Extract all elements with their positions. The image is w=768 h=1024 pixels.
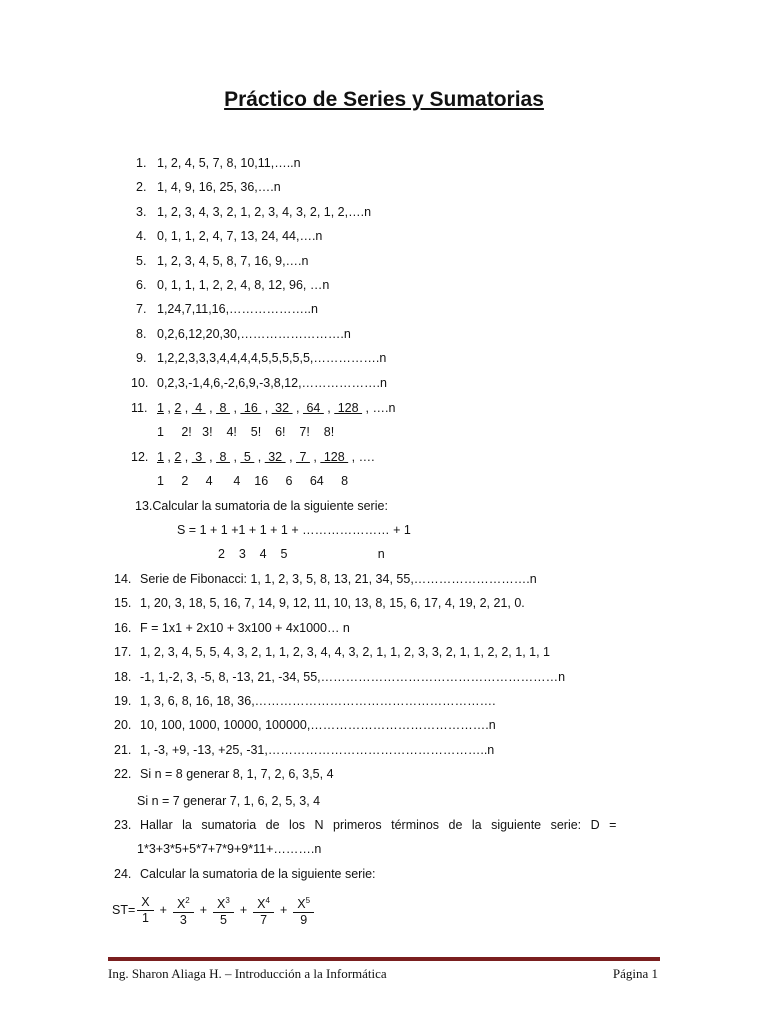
- numerator: $X^5$: [293, 893, 314, 913]
- item-text: F = 1x1 + 2x10 + 3x100 + 4x1000… n: [140, 620, 350, 635]
- denominator: 9: [300, 913, 308, 928]
- item-text: 1,24,7,11,16,………………..n: [157, 302, 318, 317]
- numerator: 3: [191, 450, 206, 464]
- item12-number: 12.: [131, 450, 149, 464]
- separator: ,: [261, 401, 272, 415]
- numerator: 4: [191, 401, 206, 415]
- item23-text: Hallar la sumatoria de los N primeros términos de la siguiente serie: D =: [140, 818, 617, 832]
- fraction: [137, 895, 153, 926]
- plus-sign: +: [279, 903, 288, 918]
- separator: ,: [163, 401, 175, 415]
- item11-denominators: 1 2! 3! 4! 5! 6! 7! 8!: [157, 425, 335, 439]
- item-number: 1.: [136, 156, 147, 170]
- numerator: $X^2$: [173, 893, 194, 913]
- item11-number: 11.: [131, 401, 148, 415]
- item-number: 2.: [136, 180, 147, 195]
- item11-series: [157, 400, 395, 416]
- denominator: 5: [219, 913, 227, 928]
- separator: ,: [309, 450, 321, 464]
- separator: ,: [229, 401, 241, 415]
- series-end: , ….n: [365, 401, 396, 415]
- numerator: 32: [271, 401, 293, 415]
- numerator: 16: [240, 401, 262, 415]
- item13-label: 13.Calcular la sumatoria de la siguiente serie:: [135, 499, 388, 513]
- item24-number: 24.: [114, 867, 132, 881]
- item-number: 3.: [136, 204, 147, 219]
- exponent: 2: [185, 896, 190, 905]
- item13-denominators: 2 3 4 5 n: [218, 547, 385, 561]
- numerator: 64: [302, 401, 324, 415]
- item-number: 16.: [114, 620, 132, 635]
- item-text: 1, 4, 9, 16, 25, 36,….n: [157, 180, 281, 195]
- separator: ,: [163, 450, 175, 464]
- series-end: , ….: [351, 450, 375, 464]
- item-text: 10, 100, 1000, 10000, 100000,…………………………………….n: [140, 718, 496, 733]
- item-text: 1, 3, 6, 8, 16, 18, 36,………………………………………………….: [140, 694, 496, 708]
- item22-second-line: Si n = 7 generar 7, 1, 6, 2, 5, 3, 4: [137, 794, 321, 808]
- item-text: 1, 20, 3, 18, 5, 16, 7, 14, 9, 12, 11, 10, 13, 8, 15, 6, 17, 4, 19, 2, 21, 0.: [140, 596, 525, 611]
- fraction: [173, 893, 194, 928]
- footer-page-number: Página 1: [612, 966, 658, 981]
- page-title: Práctico de Series y Sumatorias: [224, 88, 544, 111]
- fraction: [293, 893, 314, 928]
- item-number: 20.: [114, 718, 132, 733]
- separator: ,: [292, 401, 303, 415]
- denominator: 3: [179, 913, 187, 928]
- exponent: 5: [305, 896, 311, 905]
- item-text: Serie de Fibonacci: 1, 1, 2, 3, 5, 8, 13, 21, 34, 55,……………………….n: [140, 572, 537, 586]
- separator: ,: [205, 450, 217, 464]
- item-number: 4.: [136, 229, 147, 244]
- fraction: [213, 893, 234, 928]
- item-number: 6.: [136, 278, 147, 292]
- numerator: 5: [240, 450, 255, 464]
- separator: ,: [229, 450, 241, 464]
- numerator: 128: [320, 450, 349, 464]
- item-number: 14.: [114, 572, 132, 586]
- numerator: X: [137, 895, 153, 911]
- item12-denominators: 1 2 4 4 16 6 64 8: [157, 474, 349, 488]
- separator: ,: [205, 401, 217, 415]
- numerator: 8: [216, 401, 230, 415]
- item24-text: Calcular la sumatoria de la siguiente serie:: [140, 867, 376, 881]
- item23-formula: 1*3+3*5+5*7+7*9+9*11+……….n: [137, 842, 322, 856]
- item-text: 1, 2, 4, 5, 7, 8, 10,11,…..n: [157, 156, 301, 170]
- numerator: 7: [296, 450, 310, 464]
- item-text: 1, 2, 3, 4, 5, 5, 4, 3, 2, 1, 1, 2, 3, 4, 4, 3, 2, 1, 1, 2, 3, 3, 2, 1, 1, 2, 2, 1, 1, 1: [140, 645, 550, 660]
- item-text: 1,2,2,3,3,3,4,4,4,4,5,5,5,5,5,…………….n: [157, 351, 387, 366]
- item23-number: 23.: [114, 818, 132, 832]
- footer-author: Ing. Sharon Aliaga H. – Introducción a la Informática: [108, 966, 387, 981]
- item24-formula: [112, 893, 316, 928]
- item-number: 10.: [131, 375, 149, 390]
- item-number: 5.: [136, 253, 147, 268]
- item-text: 0, 1, 1, 1, 2, 2, 4, 8, 12, 96, …n: [157, 278, 330, 292]
- separator: ,: [181, 450, 192, 464]
- item-number: 18.: [114, 669, 132, 684]
- separator: ,: [181, 401, 192, 415]
- item-number: 21.: [114, 742, 132, 757]
- item-text: 1, 2, 3, 4, 5, 8, 7, 16, 9,….n: [157, 253, 309, 268]
- denominator: 1: [141, 911, 149, 926]
- item-text: 1, 2, 3, 4, 3, 2, 1, 2, 3, 4, 3, 2, 1, 2,….n: [157, 204, 372, 219]
- numerator: 2: [174, 450, 182, 464]
- numerator: 32: [264, 450, 286, 464]
- item12-series: [157, 449, 375, 465]
- denominator: 7: [260, 913, 268, 928]
- numerator: $X^4$: [253, 893, 274, 913]
- item-text: 0,2,3,-1,4,6,-2,6,9,-3,8,12,……………….n: [157, 375, 387, 390]
- item-number: 17.: [114, 645, 132, 660]
- footer-rule: [108, 957, 660, 961]
- item-text: -1, 1,-2, 3, -5, 8, -13, 21, -34, 55,…………………………………………………n: [140, 669, 566, 684]
- item-number: 15.: [114, 596, 132, 611]
- plus-sign: +: [159, 903, 167, 918]
- fraction: [253, 893, 274, 928]
- plus-sign: +: [239, 903, 248, 918]
- item-number: 9.: [136, 351, 147, 366]
- separator: ,: [285, 450, 297, 464]
- item-text: 0, 1, 1, 2, 4, 7, 13, 24, 44,….n: [157, 229, 323, 244]
- separator: ,: [254, 450, 265, 464]
- item-text: Si n = 8 generar 8, 1, 7, 2, 6, 3,5, 4: [140, 767, 334, 782]
- exponent: 4: [265, 896, 270, 905]
- item-number: 8.: [136, 326, 147, 341]
- numerator: 1: [157, 450, 164, 464]
- plus-sign: +: [199, 903, 208, 918]
- item-number: 7.: [136, 302, 147, 317]
- item-number: 19.: [114, 694, 132, 708]
- separator: ,: [323, 401, 335, 415]
- exponent: 3: [225, 896, 230, 905]
- formula-label: ST=: [112, 903, 136, 918]
- item-text: 0,2,6,12,20,30,…………………….n: [157, 326, 351, 341]
- numerator: 1: [157, 401, 164, 415]
- item13-formula: S = 1 + 1 +1 + 1 + 1 + ………………… + 1: [177, 523, 411, 537]
- item-number: 22.: [114, 767, 132, 782]
- numerator: $X^3$: [213, 893, 234, 913]
- numerator: 128: [334, 401, 363, 415]
- numerator: 8: [216, 450, 230, 464]
- numerator: 2: [174, 401, 182, 415]
- item-text: 1, -3, +9, -13, +25, -31,……………………………………………..n: [140, 742, 495, 757]
